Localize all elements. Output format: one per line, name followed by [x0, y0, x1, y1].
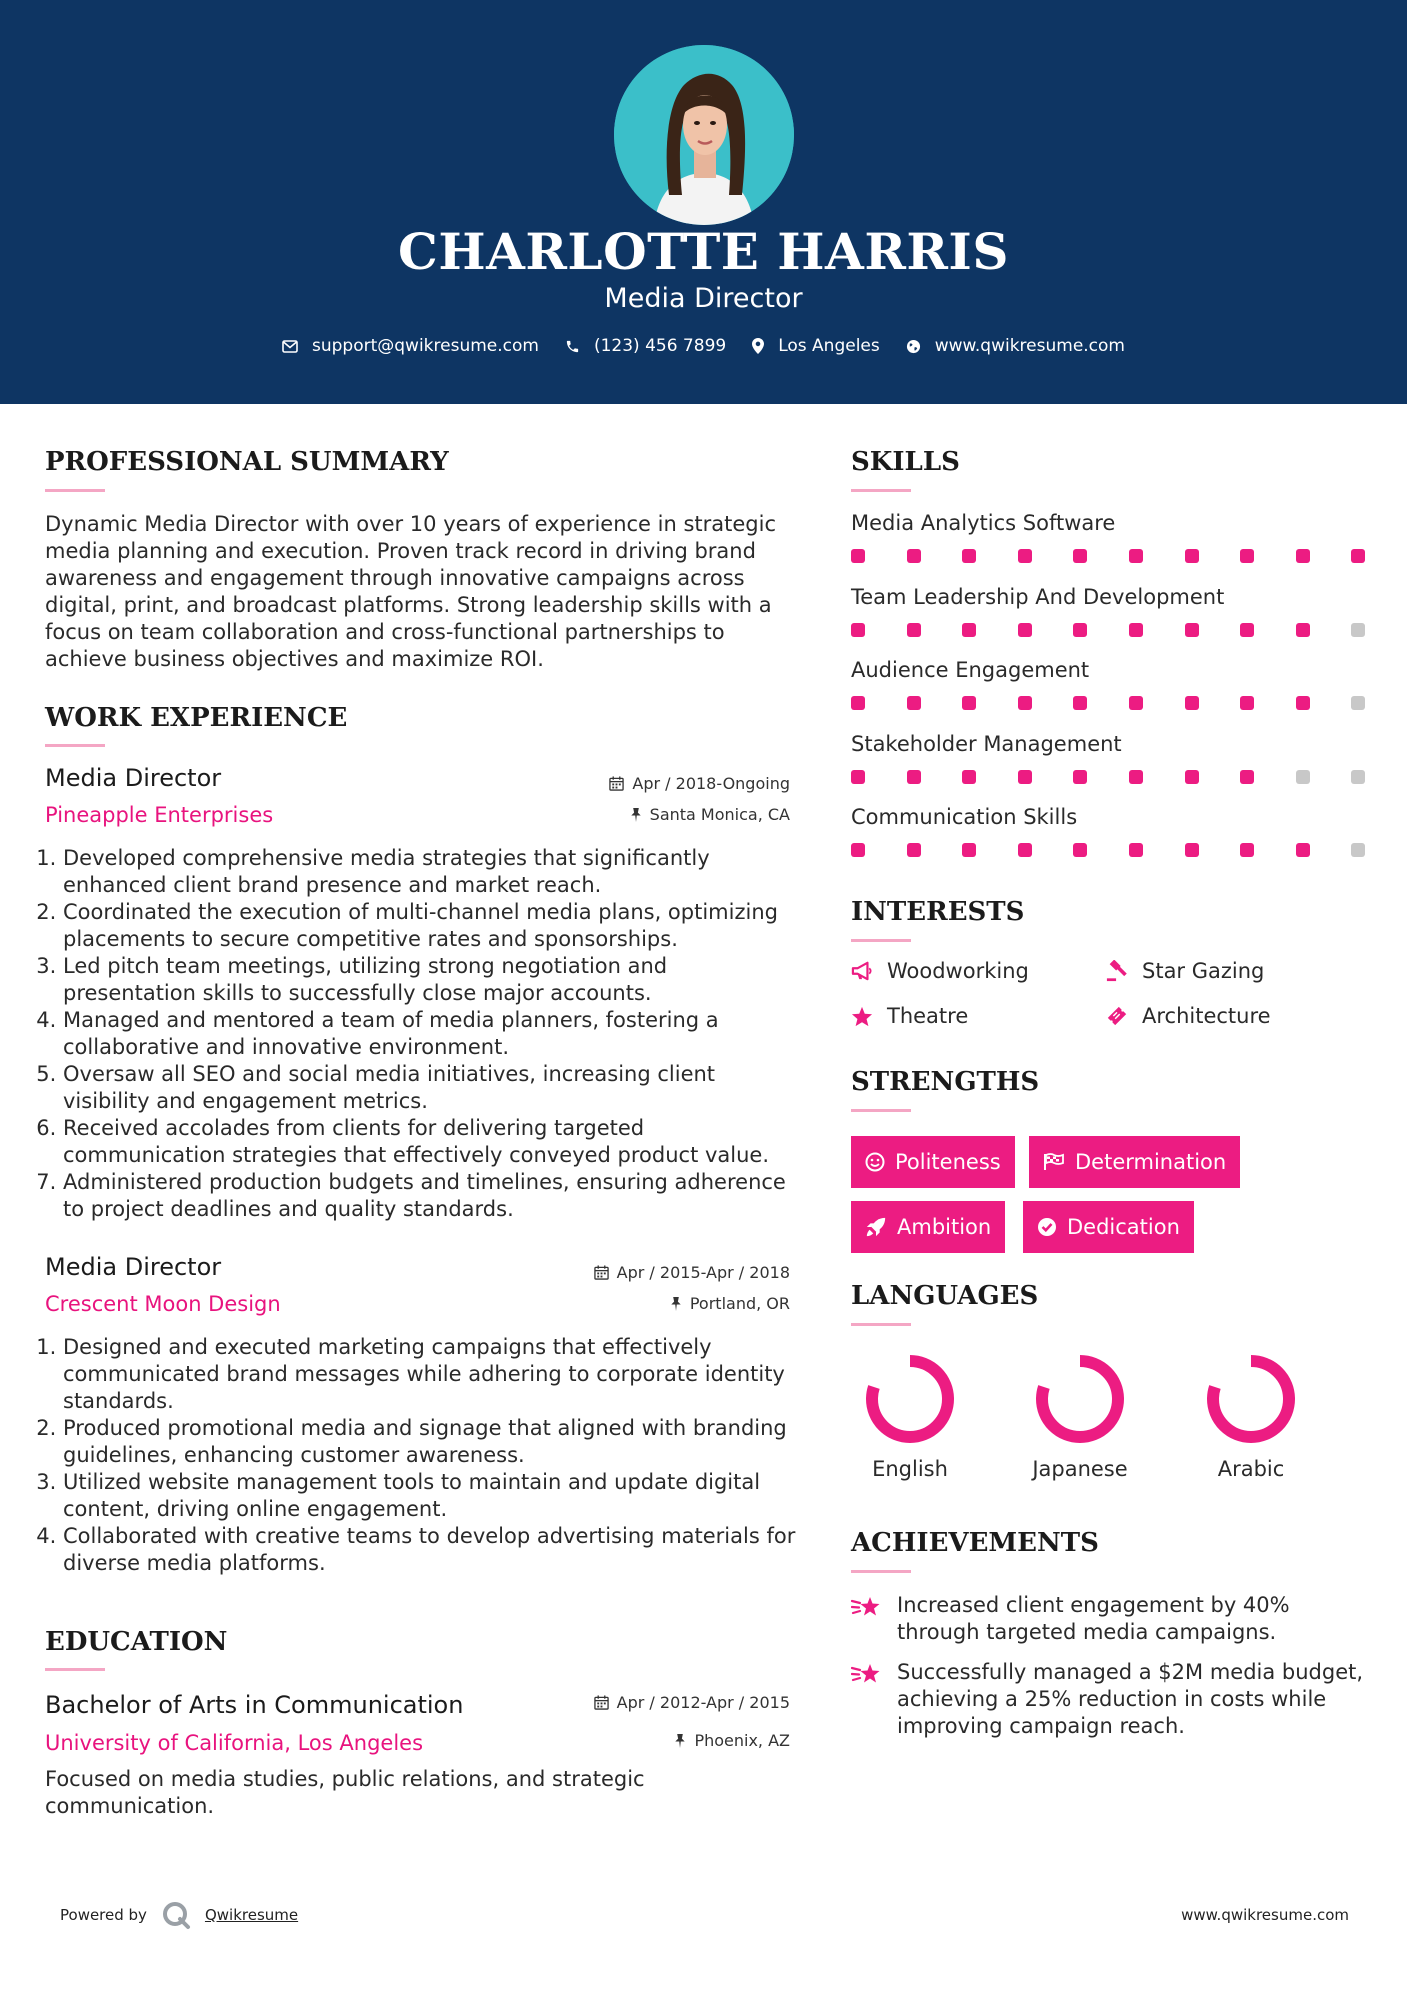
footer-website[interactable]: www.qwikresume.com	[1181, 1906, 1349, 1924]
skill-dot-filled	[851, 549, 865, 563]
ticket-icon	[1106, 1005, 1128, 1027]
achievements-underline	[851, 1570, 911, 1573]
summary-underline	[45, 489, 105, 492]
skill-dot-filled	[851, 696, 865, 710]
achievement-text: Increased client engagement by 40% through targeted media campaigns.	[897, 1593, 1290, 1644]
skill-dot-filled	[907, 623, 921, 637]
summary-text: Dynamic Media Director with over 10 years of experience in strategic media planning and execution. Proven track record in driving brand awareness and engagement through innovative campaigns across digital, print, and broadcast platforms. Strong leadership skills with a focus on team collaboration and cross-functional partnerships to achieve business objectives and maximize ROI.	[45, 512, 777, 671]
duty-item: 5. Oversaw all SEO and social media initiatives, increasing client visibility and engagement metrics.	[63, 1061, 803, 1115]
interest-label: Star Gazing	[1142, 959, 1265, 983]
education-location-text: Phoenix, AZ	[694, 1731, 790, 1750]
calendar-icon	[609, 776, 624, 791]
candidate-role: Media Director	[604, 283, 803, 314]
skill-dot-filled	[962, 696, 976, 710]
skill-dot-filled	[1129, 623, 1143, 637]
contact-website-text: www.qwikresume.com	[934, 336, 1125, 356]
shooting-star-icon	[851, 1594, 883, 1620]
skill-dot-filled	[1018, 770, 1032, 784]
skill-dot-filled	[851, 770, 865, 784]
skill-dot-filled	[962, 623, 976, 637]
map-pin-icon	[752, 338, 764, 354]
skill-dot-filled	[1018, 843, 1032, 857]
contact-email[interactable]	[282, 336, 539, 356]
contact-location	[752, 336, 880, 356]
skill-dot-filled	[1018, 696, 1032, 710]
job-location	[670, 1294, 790, 1313]
duty-item: 4. Managed and mentored a team of media planners, fostering a collaborative and innovative environment.	[63, 1007, 803, 1061]
strengths-heading: STRENGTHS	[851, 1067, 1040, 1097]
skills-heading: SKILLS	[851, 447, 960, 477]
skill-dot-empty	[1351, 770, 1365, 784]
skill-dot-filled	[907, 696, 921, 710]
skill-dot-filled	[1296, 843, 1310, 857]
job-company: Pineapple Enterprises	[45, 803, 274, 827]
pushpin-icon	[674, 1733, 686, 1748]
job-location-text: Portland, OR	[689, 1294, 790, 1313]
skill-dot-filled	[907, 843, 921, 857]
skill-dot-filled	[907, 770, 921, 784]
person-illustration	[614, 45, 794, 225]
education-dates-text: Apr / 2012-Apr / 2015	[616, 1693, 790, 1712]
language-ring-arc	[1213, 1361, 1289, 1437]
languages-heading: LANGUAGES	[851, 1281, 1039, 1311]
interest-label: Architecture	[1142, 1004, 1271, 1028]
duty-item: 4. Collaborated with creative teams to develop advertising materials for diverse media platforms.	[63, 1523, 813, 1577]
phone-icon	[565, 339, 580, 354]
skill-dot-filled	[962, 549, 976, 563]
strength-badge	[851, 1136, 1015, 1188]
skill-dot-filled	[1240, 623, 1254, 637]
duty-item: 2. Produced promotional media and signage that aligned with branding guidelines, enhancing customer awareness.	[63, 1415, 813, 1469]
job-company: Crescent Moon Design	[45, 1292, 281, 1316]
skill-dot-empty	[1296, 770, 1310, 784]
job-title: Media Director	[45, 764, 222, 792]
skill-dot-filled	[1129, 696, 1143, 710]
qwikresume-link[interactable]: Qwikresume	[204, 1906, 299, 1924]
powered-by-label: Powered by	[60, 1906, 147, 1924]
skill-dot-filled	[1240, 549, 1254, 563]
duty-item: 1. Designed and executed marketing campaigns that effectively communicated brand messages while adhering to corporate identity standards.	[63, 1334, 813, 1415]
skill-name: Media Analytics Software	[851, 511, 1116, 535]
job-location	[630, 805, 790, 824]
language-ring-arc	[1042, 1361, 1118, 1437]
interests-heading: INTERESTS	[851, 897, 1025, 927]
degree-title: Bachelor of Arts in Communication	[45, 1691, 464, 1719]
skill-dot-filled	[851, 843, 865, 857]
job-location-text: Santa Monica, CA	[649, 805, 790, 824]
experience-heading: WORK EXPERIENCE	[45, 703, 348, 733]
contact-location-text: Los Angeles	[778, 336, 880, 356]
interest-item	[851, 959, 1029, 983]
school-name: University of California, Los Angeles	[45, 1731, 424, 1755]
skill-dot-filled	[1073, 623, 1087, 637]
interest-item	[1106, 959, 1264, 983]
footer-branding	[60, 1900, 298, 1930]
interest-label: Theatre	[887, 1004, 969, 1028]
language-ring	[1030, 1349, 1130, 1449]
skills-underline	[851, 489, 911, 492]
skill-dot-filled	[1073, 770, 1087, 784]
contact-phone-text: (123) 456 7899	[593, 336, 727, 356]
job-duties-list	[45, 1334, 813, 1577]
megaphone-icon	[851, 961, 873, 981]
skill-name: Communication Skills	[851, 805, 1078, 829]
strength-badge	[1029, 1136, 1240, 1188]
skill-dot-filled	[1240, 696, 1254, 710]
strength-badge	[1023, 1201, 1194, 1253]
calendar-icon	[594, 1265, 609, 1280]
skill-dot-empty	[1351, 623, 1365, 637]
interest-item	[1106, 1004, 1271, 1028]
language-ring	[860, 1349, 960, 1449]
skill-dot-filled	[1351, 549, 1365, 563]
resume-header	[0, 0, 1407, 404]
skill-dot-empty	[1351, 843, 1365, 857]
globe-icon	[906, 339, 921, 354]
achievement-item	[851, 1659, 1371, 1740]
skill-dot-filled	[1185, 623, 1199, 637]
summary-heading: PROFESSIONAL SUMMARY	[45, 447, 449, 477]
skill-name: Stakeholder Management	[851, 731, 1122, 756]
job-dates	[594, 1263, 790, 1282]
skill-dot-filled	[1185, 770, 1199, 784]
skill-dot-filled	[1296, 549, 1310, 563]
skill-dot-filled	[1073, 549, 1087, 563]
skill-dot-filled	[1129, 843, 1143, 857]
interests-underline	[851, 939, 911, 942]
job-dates-text: Apr / 2015-Apr / 2018	[616, 1263, 790, 1282]
check-circle-icon	[1037, 1217, 1057, 1237]
skill-dot-filled	[1185, 843, 1199, 857]
skill-dot-empty	[1351, 696, 1365, 710]
candidate-name: CHARLOTTE HARRIS	[398, 222, 1009, 281]
duty-item: 2. Coordinated the execution of multi-channel media plans, optimizing placements to secure competitive rates and sponsorships.	[63, 899, 803, 953]
qwikresume-logo-icon	[161, 1900, 191, 1930]
contact-email-text: support@qwikresume.com	[312, 336, 539, 356]
duty-item: 6. Received accolades from clients for delivering targeted communication strategies that effectively conveyed product value.	[63, 1115, 803, 1169]
strength-label: Politeness	[895, 1150, 1001, 1174]
skill-dot-filled	[1073, 843, 1087, 857]
interest-item	[851, 1004, 968, 1028]
rocket-icon	[865, 1216, 887, 1238]
language-item	[1025, 1349, 1135, 1481]
education-description: Focused on media studies, public relations, and strategic communication.	[45, 1767, 645, 1818]
skill-dot-filled	[1185, 696, 1199, 710]
skill-dot-filled	[1296, 623, 1310, 637]
gavel-icon	[1106, 960, 1128, 982]
language-item	[855, 1349, 965, 1481]
skill-dot-filled	[1240, 770, 1254, 784]
skill-dot-filled	[851, 623, 865, 637]
skill-name: Team Leadership And Development	[851, 584, 1225, 609]
skill-name: Audience Engagement	[851, 658, 1090, 682]
shooting-star-icon	[851, 1661, 883, 1687]
pushpin-icon	[630, 807, 642, 822]
language-ring	[1201, 1349, 1301, 1449]
duty-item: 1. Developed comprehensive media strategies that significantly enhanced client brand presence and market reach.	[63, 845, 803, 899]
contact-bar	[0, 336, 1407, 356]
skill-dot-filled	[962, 770, 976, 784]
education-dates	[594, 1693, 790, 1712]
languages-underline	[851, 1323, 911, 1326]
calendar-icon	[594, 1695, 609, 1710]
skill-dot-filled	[1018, 623, 1032, 637]
skill-dot-filled	[1073, 696, 1087, 710]
contact-website[interactable]	[906, 336, 1125, 356]
job-dates-text: Apr / 2018-Ongoing	[632, 774, 790, 793]
duty-item: 3. Utilized website management tools to maintain and update digital content, driving online engagement.	[63, 1469, 813, 1523]
strength-label: Determination	[1075, 1150, 1227, 1174]
language-label: Arabic	[1217, 1457, 1285, 1481]
strength-label: Dedication	[1067, 1215, 1180, 1239]
achievement-text: Successfully managed a $2M media budget, achieving a 25% reduction in costs while improving campaign reach.	[897, 1660, 1364, 1738]
skill-dot-filled	[1240, 843, 1254, 857]
achievements-heading: ACHIEVEMENTS	[851, 1528, 1099, 1558]
job-title: Media Director	[45, 1253, 222, 1281]
duty-item: 7. Administered production budgets and timelines, ensuring adherence to project deadlines and quality standards.	[63, 1169, 803, 1223]
education-heading: EDUCATION	[45, 1627, 228, 1657]
strength-label: Ambition	[897, 1215, 992, 1239]
profile-photo	[614, 45, 794, 225]
language-item	[1196, 1349, 1306, 1481]
job-duties-list	[45, 845, 803, 1223]
duty-item: 3. Led pitch team meetings, utilizing strong negotiation and presentation skills to successfully close major accounts.	[63, 953, 803, 1007]
interest-label: Woodworking	[887, 959, 1029, 983]
skill-dot-filled	[1018, 549, 1032, 563]
pushpin-icon	[670, 1296, 682, 1311]
experience-underline	[45, 744, 105, 747]
strengths-underline	[851, 1109, 911, 1112]
language-label: Japanese	[1032, 1457, 1128, 1481]
skill-dot-filled	[1185, 549, 1199, 563]
skill-dot-filled	[1296, 696, 1310, 710]
achievement-item	[851, 1592, 1371, 1646]
envelope-icon	[282, 340, 298, 353]
education-underline	[45, 1668, 105, 1671]
contact-phone[interactable]	[565, 336, 726, 356]
strength-badge	[851, 1201, 1005, 1253]
skill-dot-filled	[962, 843, 976, 857]
job-dates	[609, 774, 790, 793]
language-ring-arc	[872, 1361, 948, 1437]
education-location	[674, 1731, 790, 1750]
language-label: English	[872, 1457, 948, 1481]
skill-dot-filled	[1129, 549, 1143, 563]
flag-icon	[1043, 1153, 1065, 1171]
star-icon	[851, 1006, 873, 1027]
smile-icon	[865, 1152, 885, 1172]
skill-dot-filled	[907, 549, 921, 563]
skill-dot-filled	[1129, 770, 1143, 784]
